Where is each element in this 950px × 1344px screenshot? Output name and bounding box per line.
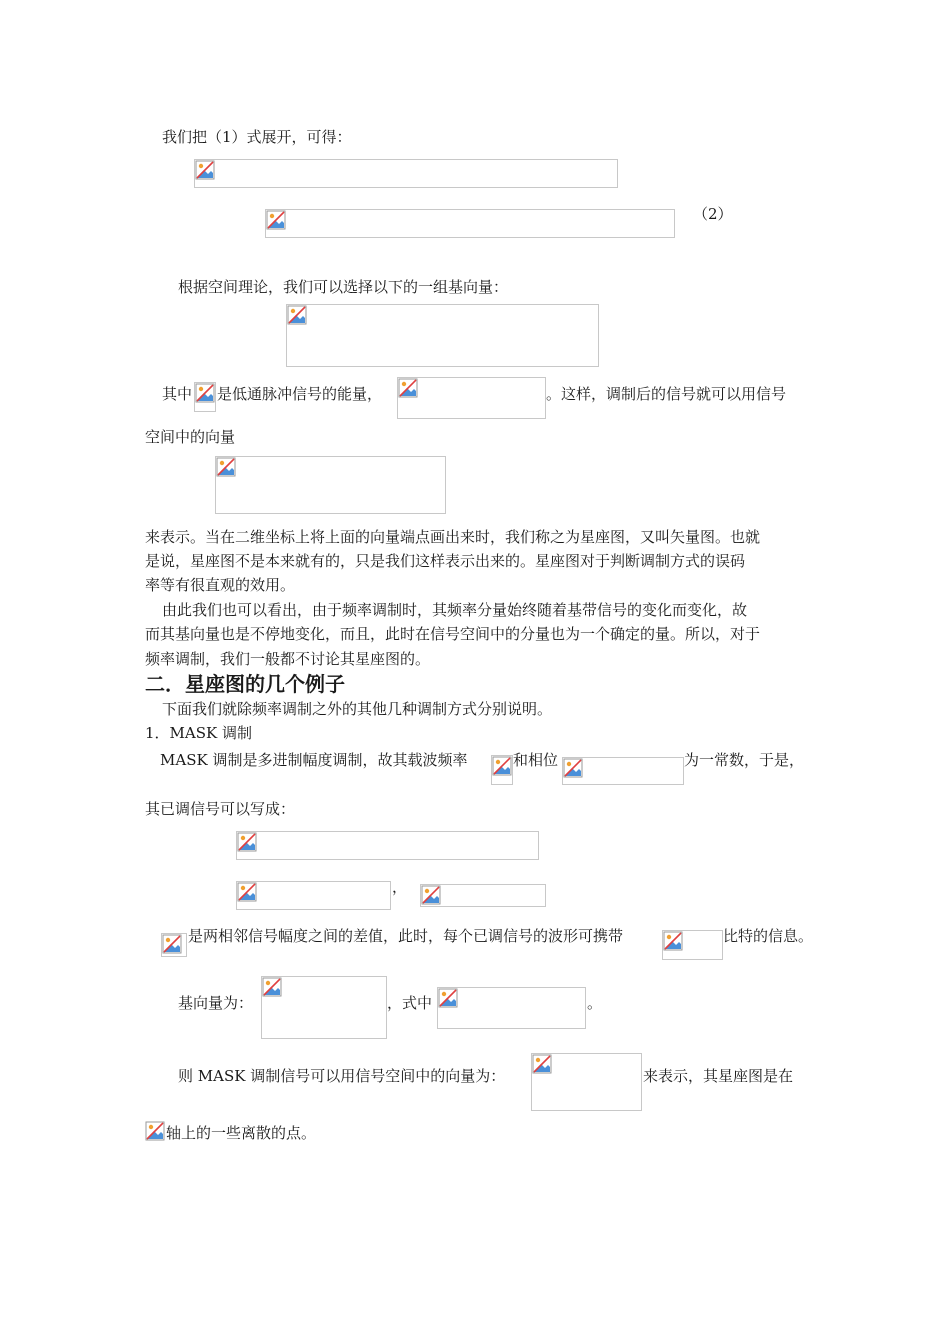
broken-image-icon <box>216 457 236 477</box>
text-line: 下面我们就除频率调制之外的其他几种调制方式分别说明。 <box>162 700 553 718</box>
text-line: ， <box>392 878 408 896</box>
broken-image-icon <box>237 832 257 852</box>
broken-image-icon <box>421 885 441 905</box>
text-line: 而其基向量也是不停地变化，而且，此时在信号空间中的分量也为一个确定的量。所以，对于 <box>145 625 761 643</box>
formula-image <box>215 456 446 514</box>
broken-image-icon <box>195 160 215 180</box>
broken-image-icon <box>266 210 286 230</box>
text-line: 。 <box>587 994 603 1012</box>
text-line: MASK 调制是多进制幅度调制，故其载波频率 <box>160 751 468 769</box>
broken-image-icon <box>237 882 257 902</box>
text-line: 轴上的一些离散的点。 <box>166 1124 317 1142</box>
broken-image-icon <box>492 756 512 776</box>
formula-image <box>194 382 216 412</box>
text-line: 1．MASK 调制 <box>145 724 252 742</box>
text-line: 率等有很直观的效用。 <box>145 576 296 594</box>
broken-image-icon <box>563 758 583 778</box>
formula-image <box>286 304 599 367</box>
text-line: 为一常数，于是， <box>684 751 805 769</box>
formula-image <box>491 755 513 785</box>
formula-image <box>437 987 586 1029</box>
text-line: 。这样，调制后的信号就可以用信号 <box>546 385 787 403</box>
broken-image-icon <box>262 977 282 997</box>
text-line: ，式中 <box>387 994 433 1012</box>
text-line: 基向量为： <box>178 994 254 1012</box>
formula-image <box>420 884 546 907</box>
broken-image-icon <box>398 378 418 398</box>
text-line: 比特的信息。 <box>723 927 814 945</box>
broken-image-icon <box>195 383 215 403</box>
broken-image-icon <box>438 988 458 1008</box>
formula-image <box>145 1121 165 1143</box>
formula-image <box>261 976 387 1039</box>
formula-image <box>397 377 546 419</box>
formula-image <box>265 209 675 238</box>
broken-image-icon <box>532 1054 552 1074</box>
text-line: 其已调信号可以写成： <box>145 800 296 818</box>
text-line: 我们把（1）式展开，可得： <box>162 128 352 146</box>
section-heading: 二．星座图的几个例子 <box>145 672 345 696</box>
broken-image-icon <box>663 931 683 951</box>
text-line: 来表示。当在二维坐标上将上面的向量端点画出来时，我们称之为星座图，又叫矢量图。也就 <box>145 528 761 546</box>
formula-image <box>662 930 723 960</box>
formula-image <box>236 831 539 860</box>
formula-image <box>531 1053 642 1111</box>
text-line: 其中 <box>162 385 193 403</box>
formula-image <box>562 757 684 785</box>
broken-image-icon <box>287 305 307 325</box>
equation-number: （2） <box>693 205 733 223</box>
broken-image-icon <box>145 1121 165 1141</box>
broken-image-icon <box>162 934 182 954</box>
formula-image <box>161 933 187 957</box>
text-line: 和相位 <box>513 751 559 769</box>
formula-image <box>236 881 391 910</box>
text-line: 则 MASK 调制信号可以用信号空间中的向量为： <box>178 1067 506 1085</box>
text-line: 来表示，其星座图是在 <box>643 1067 794 1085</box>
text-line: 是说，星座图不是本来就有的，只是我们这样表示出来的。星座图对于判断调制方式的误码 <box>145 552 746 570</box>
text-line: 根据空间理论，我们可以选择以下的一组基向量： <box>178 278 509 296</box>
text-line: 频率调制，我们一般都不讨论其星座图的。 <box>145 650 431 668</box>
text-line: 空间中的向量 <box>145 428 236 446</box>
formula-image <box>194 159 618 188</box>
text-line: 是两相邻信号幅度之间的差值，此时，每个已调信号的波形可携带 <box>188 927 624 945</box>
text-line: 由此我们也可以看出，由于频率调制时，其频率分量始终随着基带信号的变化而变化，故 <box>162 601 748 619</box>
text-line: 是低通脉冲信号的能量， <box>217 385 383 403</box>
